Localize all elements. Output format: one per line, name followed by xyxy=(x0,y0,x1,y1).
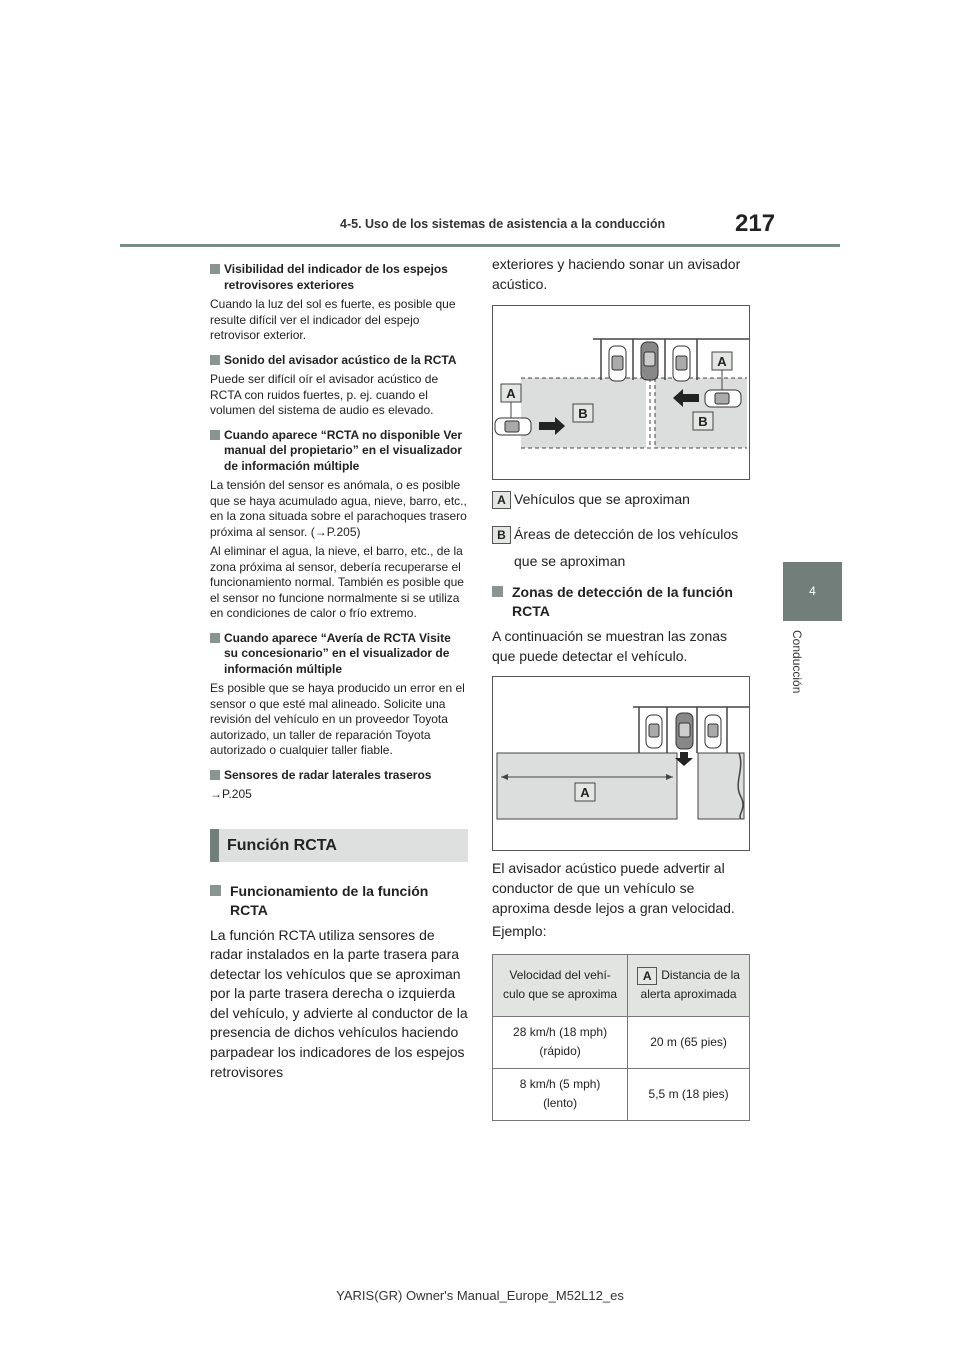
parked-car-icon xyxy=(673,346,690,381)
note-paragraph: Cuando la luz del sol es fuerte, es posible que resulte difícil ver el indicador del espejo retrovisor exterior. xyxy=(210,297,456,342)
table-header-distance: A Distancia de la alerta aproximada xyxy=(628,954,750,1016)
note-heading: Cuando aparece “RCTA no disponible Ver manual del propietario” en el visualizador de información múltiple xyxy=(210,428,468,475)
note-paragraph: La tensión del sensor es anómala, o es posible que se haya acumulado agua, nieve, barro, etc., en la zona situada sobre el parachoques trasero próxima al sensor. (→P.205) xyxy=(210,478,467,539)
square-bullet-icon xyxy=(210,633,220,643)
square-bullet-icon xyxy=(492,586,503,597)
label-a-left xyxy=(501,384,521,402)
label-a-right xyxy=(712,352,732,370)
key-b-icon: B xyxy=(492,526,511,544)
detection-figure xyxy=(492,305,750,480)
page-reference-link[interactable]: →P.205 xyxy=(210,787,252,801)
page-number: 217 xyxy=(735,210,776,237)
square-bullet-icon xyxy=(210,430,220,440)
example-table xyxy=(492,954,750,1121)
square-bullet-icon xyxy=(210,885,221,896)
svg-text:A: A xyxy=(717,354,727,370)
label-a-zone xyxy=(575,783,595,801)
right-column xyxy=(492,255,752,1121)
note-paragraph: Puede ser difícil oír el avisador acústico de RCTA con ruidos fuertes, p. ej. cuando el volumen del sistema de audio es elevado. xyxy=(210,372,439,417)
svg-text:B: B xyxy=(698,414,708,430)
zones-body: A continuación se muestran las zonas que puede detectar el vehículo. xyxy=(492,628,728,664)
note-heading: Sensores de radar laterales traseros xyxy=(210,768,468,784)
function-section-title: Función RCTA xyxy=(210,829,468,862)
table-row: 8 km/h (5 mph) (lento) 5,5 m (18 pies) xyxy=(493,1068,750,1120)
parked-car-own-icon xyxy=(676,713,693,749)
square-bullet-icon xyxy=(210,355,220,365)
parked-car-icon xyxy=(609,346,626,381)
zones-heading: Zonas de detección de la función RCTA xyxy=(492,583,752,621)
note-paragraph: Es posible que se haya producido un error en el sensor o que esté mal alineado. Solicite una revisión del vehículo en un proveedor Toyota autorizado, un taller de reparación Toyota autorizado o cualquier taller fiable. xyxy=(210,681,465,757)
approaching-car-right-icon xyxy=(705,390,741,407)
operation-body: La función RCTA utiliza sensores de radar instalados en la parte trasera para detectar los vehículos que se aproximan por la parte trasera derecha o izquierda del vehículo, y advierte al conductor de la presencia de dichos vehículos haciendo parpadear los indicadores de los espejos retrovisores xyxy=(210,926,468,1080)
zones-figure xyxy=(492,676,750,851)
square-bullet-icon xyxy=(210,770,220,780)
key-a-icon: A xyxy=(637,967,657,985)
parked-car-icon xyxy=(646,715,662,748)
header-rule xyxy=(120,244,840,247)
table-header-speed: Velocidad del vehí- culo que se aproxima xyxy=(493,954,628,1016)
example-label: Ejemplo: xyxy=(492,923,547,940)
operation-body-continued: exteriores y haciendo sonar un avisador acústico. xyxy=(492,256,741,292)
svg-text:B: B xyxy=(578,406,588,422)
warning-text: El avisador acústico puede advertir al conductor de que un vehículo se aproxima desde lejos a gran velocidad. xyxy=(492,860,735,916)
left-column xyxy=(210,262,468,1082)
key-a-icon: A xyxy=(492,491,511,509)
svg-text:A: A xyxy=(506,386,516,402)
note-heading: Sonido del avisador acústico de la RCTA xyxy=(210,353,468,369)
table-row: 28 km/h (18 mph) (rápido) 20 m (65 pies) xyxy=(493,1016,750,1068)
svg-text:A: A xyxy=(580,785,590,801)
section-title: 4-5. Uso de los sistemas de asistencia a la conducción xyxy=(340,217,666,231)
footer-manual-id: YARIS(GR) Owner's Manual_Europe_M52L12_es xyxy=(336,1288,624,1303)
legend-b: B Áreas de detección de los vehículos xyxy=(492,525,752,544)
label-b-right xyxy=(693,412,713,430)
operation-heading: Funcionamiento de la función RCTA xyxy=(210,882,468,920)
table-header-row xyxy=(493,954,750,1016)
parked-car-own-icon xyxy=(641,342,658,380)
square-bullet-icon xyxy=(210,264,220,274)
zone-area-right xyxy=(698,753,744,819)
note-heading: Cuando aparece “Avería de RCTA Visite su concesionario” en el visualizador de información múltiple xyxy=(210,631,468,678)
label-b-left xyxy=(573,404,593,422)
legend-b-continued: que se aproximan xyxy=(514,553,626,570)
chapter-tab[interactable]: 4 xyxy=(783,562,842,621)
note-heading: Visibilidad del indicador de los espejos retrovisores exteriores xyxy=(210,262,468,293)
arrow-down-icon xyxy=(675,752,693,766)
parked-car-icon xyxy=(705,715,721,748)
chapter-label: Conducción xyxy=(790,630,804,694)
note-paragraph: Al eliminar el agua, la nieve, el barro, etc., de la zona próxima al sensor, debería recuperarse el funcionamiento normal. También es posible que el sensor no funcione normalmente si se utiliza en condiciones de calor o frío extremo. xyxy=(210,544,464,620)
approaching-car-left-icon xyxy=(495,418,531,435)
legend-a: A Vehículos que se aproximan xyxy=(492,490,752,509)
